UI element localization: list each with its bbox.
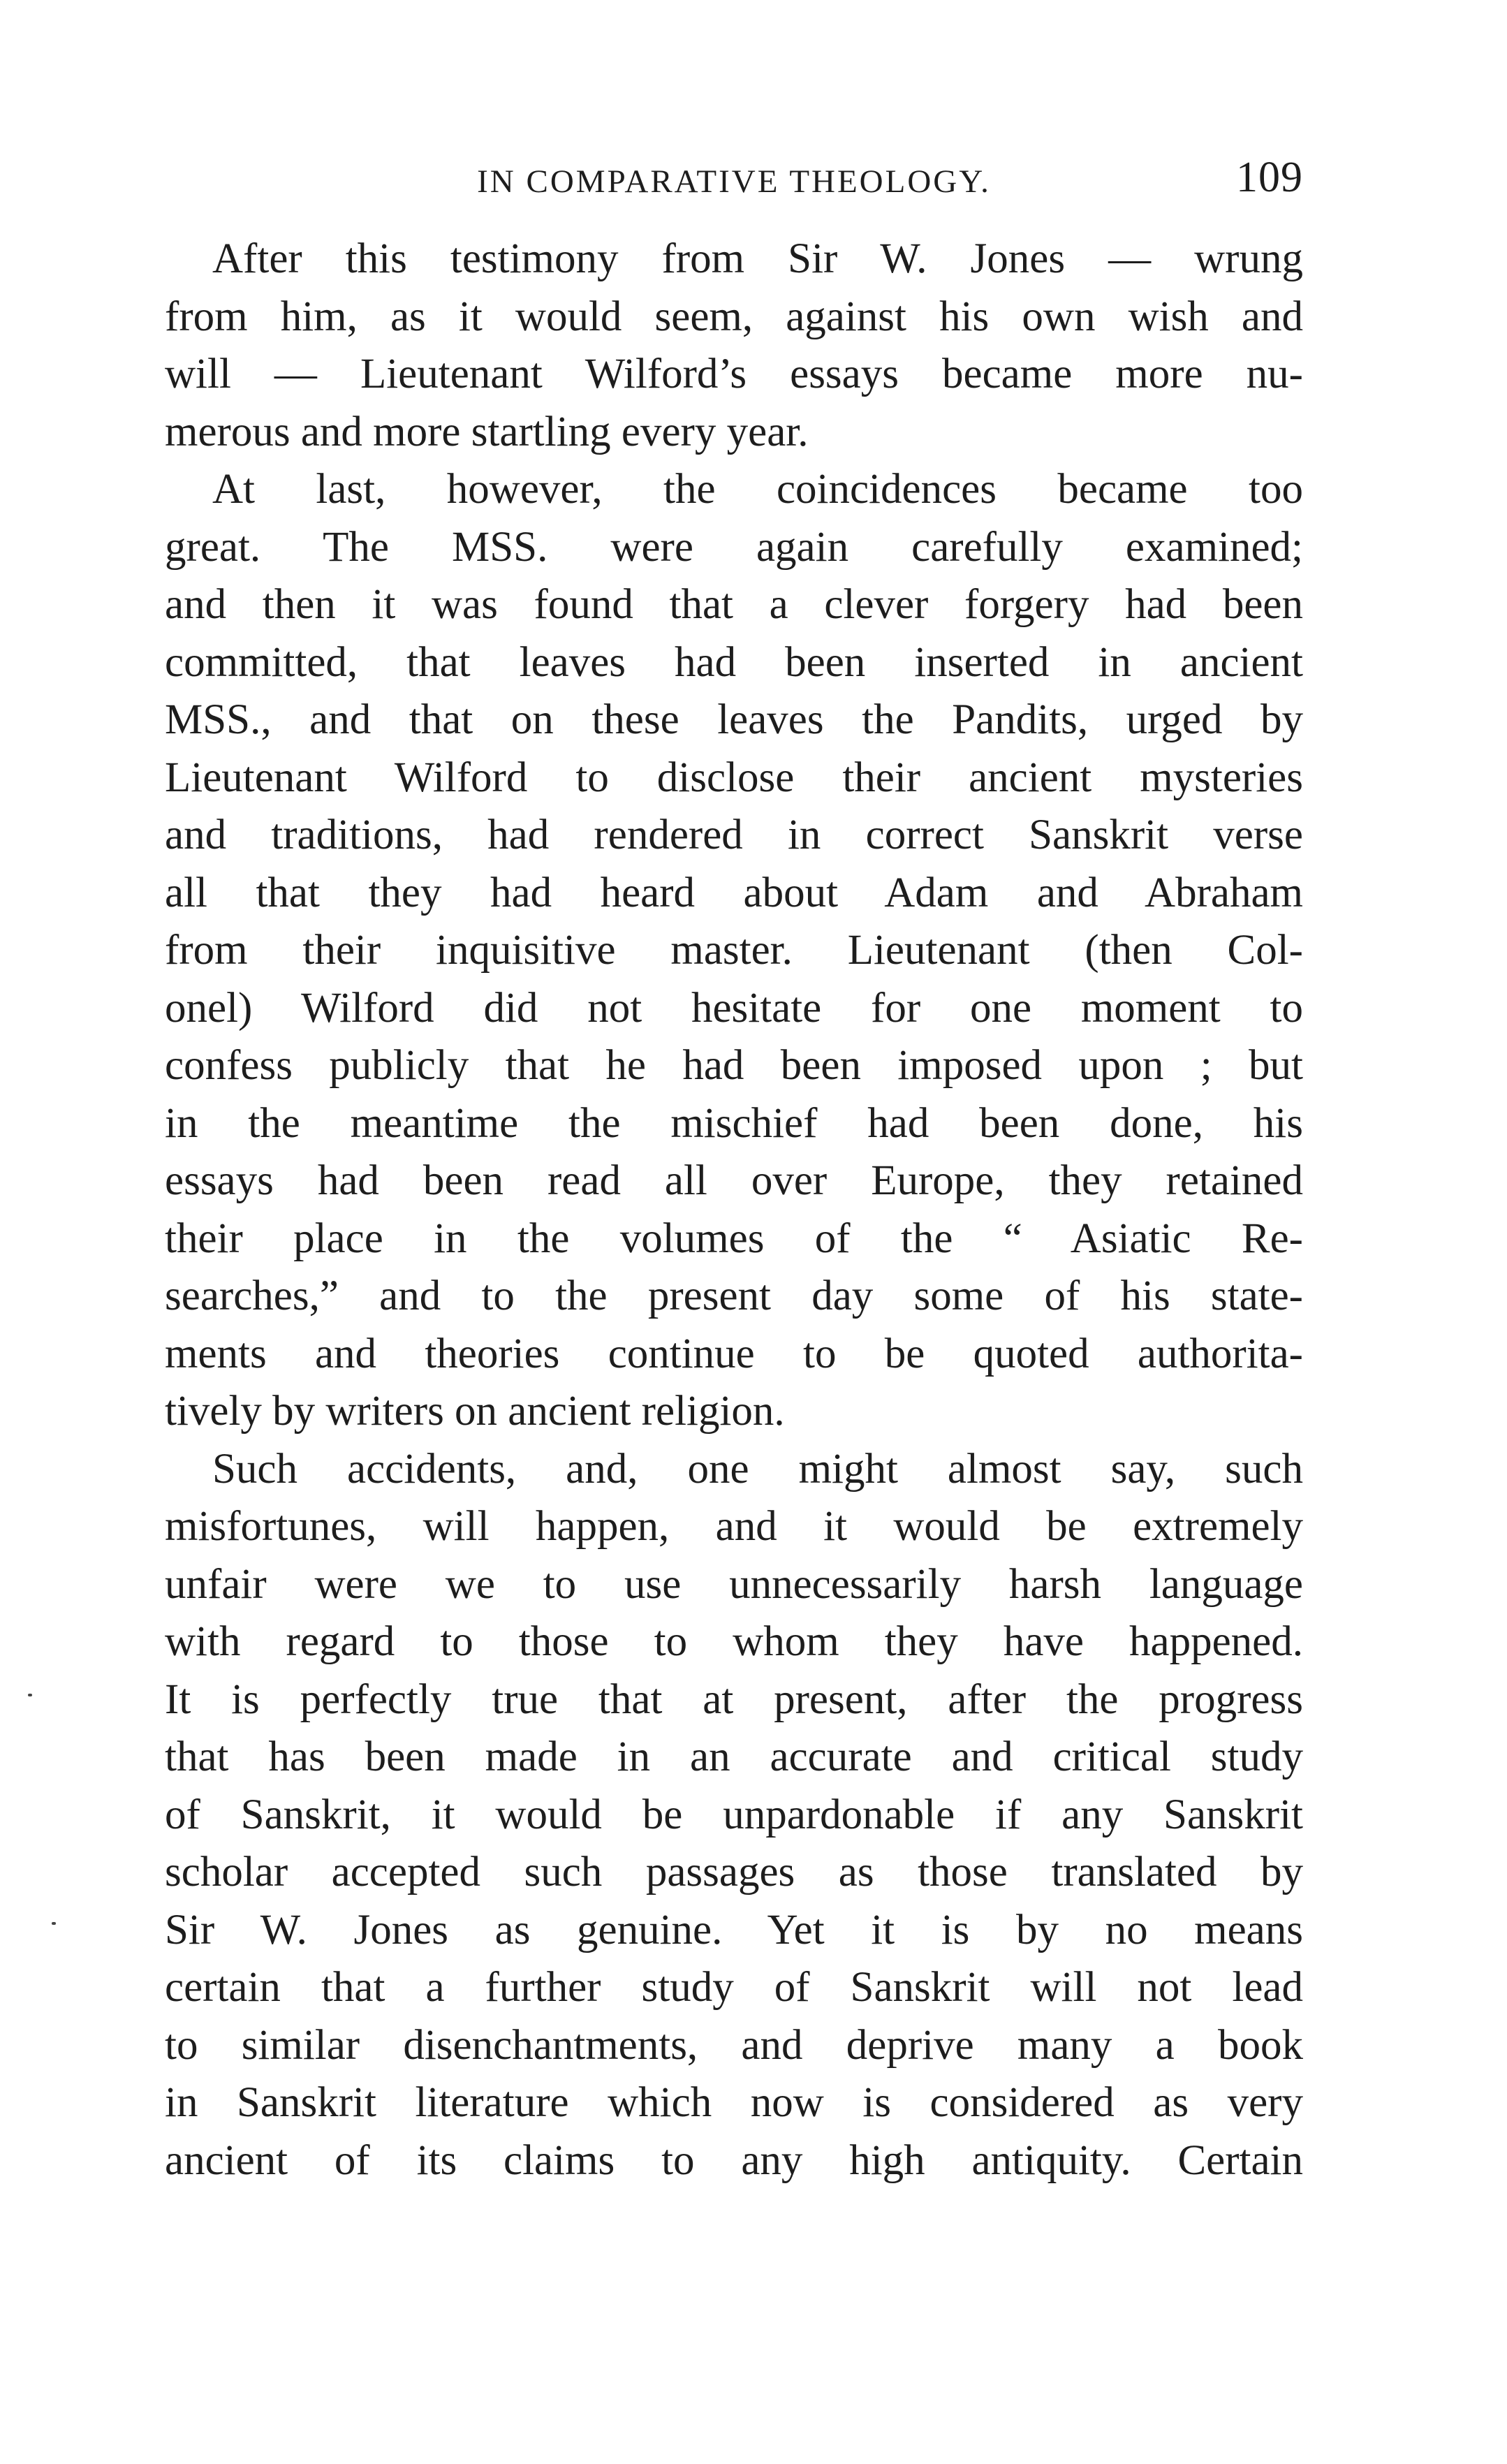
text-line: in Sanskrit literature which now is considered as very <box>165 2079 1303 2126</box>
text-line: ments and theories continue to be quoted authorita- <box>165 1330 1303 1377</box>
text-line: Lieutenant Wilford to disclose their ancient mysteries <box>165 754 1303 801</box>
text-line: searches,” and to the present day some of his state- <box>165 1273 1303 1319</box>
text-line: unfair were we to use unnecessarily harsh language <box>165 1560 1303 1608</box>
text-line: from their inquisitive master. Lieutenant (then Col- <box>165 927 1303 974</box>
text-line: with regard to those to whom they have happened. <box>165 1618 1303 1665</box>
text-line: and then it was found that a clever forgery had been <box>165 581 1303 628</box>
text-line: from him, as it would seem, against his own wish and <box>165 293 1303 340</box>
text-line: Such accidents, and, one might almost say, such <box>212 1445 1303 1493</box>
text-line: and traditions, had rendered in correct Sanskrit verse <box>165 812 1303 858</box>
text-line: that has been made in an accurate and critical study <box>165 1733 1303 1780</box>
text-line: onel) Wilford did not hesitate for one moment to <box>165 984 1303 1032</box>
page-header <box>165 154 1303 206</box>
text-line: MSS., and that on these leaves the Pandits, urged by <box>165 696 1303 743</box>
text-line: committed, that leaves had been inserted in ancient <box>165 638 1303 686</box>
text-line: After this testimony from Sir W. Jones — wrung <box>212 235 1303 282</box>
margin-speck <box>52 1922 56 1925</box>
text-line: essays had been read all over Europe, they retained <box>165 1157 1303 1204</box>
text-line: It is perfectly true that at present, after the progress <box>165 1675 1303 1723</box>
text-line: merous and more startling every year. <box>165 408 809 455</box>
text-line: will — Lieutenant Wilford’s essays became more nu- <box>165 351 1303 397</box>
page-number: 109 <box>1236 154 1303 201</box>
text-line: certain that a further study of Sanskrit will not lead <box>165 1964 1303 2011</box>
text-line: all that they had heard about Adam and Abraham <box>165 869 1303 916</box>
text-line: of Sanskrit, it would be unpardonable if any Sanskrit <box>165 1791 1303 1838</box>
text-line: to similar disenchantments, and deprive many a book <box>165 2021 1303 2069</box>
margin-speck <box>28 1694 32 1696</box>
body-text <box>165 230 1303 2190</box>
text-line: scholar accepted such passages as those translated by <box>165 1849 1303 1895</box>
text-line: great. The MSS. were again carefully examined; <box>165 523 1303 571</box>
text-line: tively by writers on ancient religion. <box>165 1388 785 1435</box>
running-head: IN COMPARATIVE THEOLOGY. <box>477 163 991 200</box>
text-line: their place in the volumes of the “ Asiatic Re- <box>165 1215 1303 1262</box>
text-line: misfortunes, will happen, and it would be extremely <box>165 1503 1303 1550</box>
text-line: in the meantime the mischief had been done, his <box>165 1099 1303 1147</box>
text-line: Sir W. Jones as genuine. Yet it is by no means <box>165 1906 1303 1953</box>
text-line: confess publicly that he had been imposed upon ; but <box>165 1042 1303 1089</box>
text-line: At last, however, the coincidences became too <box>212 466 1303 513</box>
text-line: ancient of its claims to any high antiquity. Certain <box>165 2136 1303 2184</box>
